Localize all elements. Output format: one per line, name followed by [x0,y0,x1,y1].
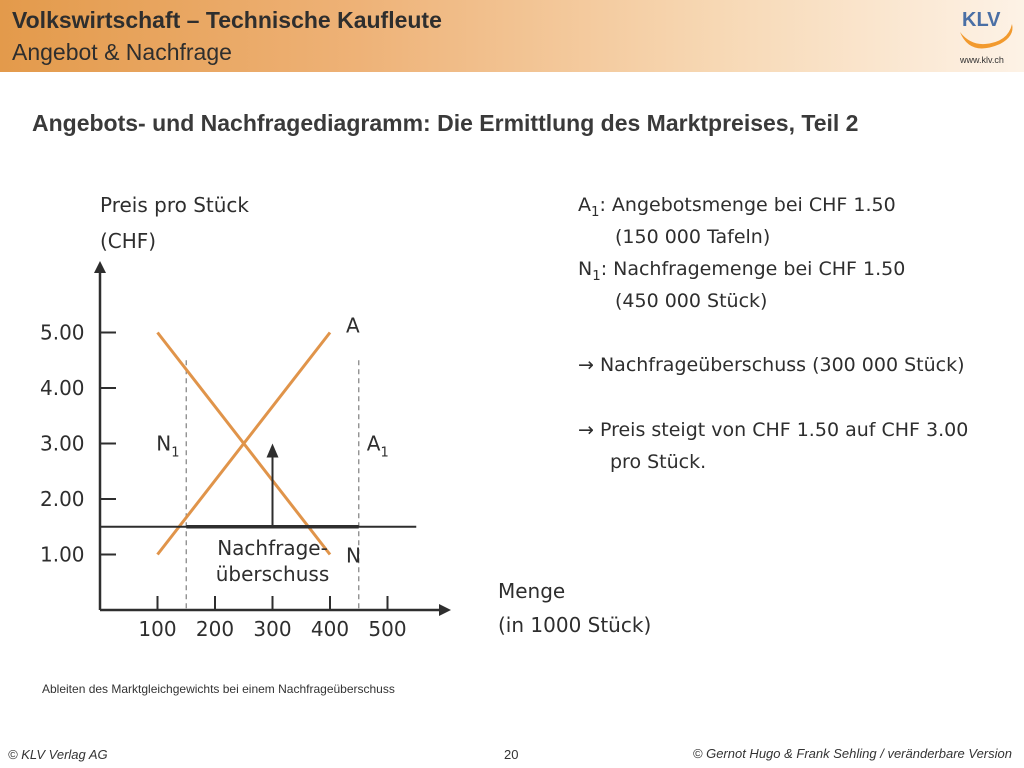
logo-url: www.klv.ch [960,55,1004,65]
series-label-N: N [346,543,361,568]
note-excess: → Nachfrageüberschuss (300 000 Stück) [578,354,965,376]
logo-text: KLV [962,9,1001,31]
x-axis-label: Menge [498,579,566,603]
annotation-line-2: überschuss [215,561,330,586]
note-n1-detail: (450 000 Stück) [615,290,768,312]
footer-copyright: © KLV Verlag AG [8,747,108,762]
page-number: 20 [504,747,519,762]
y-tick-label-3.00: 3.00 [40,431,85,456]
x-tick-label-500: 500 [368,617,407,641]
x-axis-unit: (in 1000 Stück) [498,613,652,637]
x-axis-arrow [439,604,451,616]
slide-title: Angebots- und Nachfragediagramm: Die Ermittlung des Marktpreises, Teil 2 [32,110,859,136]
course-subtitle: Angebot & Nachfrage [12,39,232,65]
y-tick-label-4.00: 4.00 [40,376,85,400]
x-tick-label-100: 100 [138,617,177,641]
y-axis-label: Preis pro Stück [100,193,249,217]
note-a1: $A_1$: Angebotsmenge bei CHF 1.50 [578,194,896,220]
annotation-line-1: Nachfrage- [217,535,328,560]
price-arrow-head [267,444,279,458]
x-tick-label-300: 300 [253,617,292,641]
y-axis-arrow [94,261,106,273]
footer-authors: © Gernot Hugo & Frank Sehling / veränderbare Version [692,746,1012,761]
figure-caption: Ableiten des Marktgleichgewichts bei einem Nachfrageüberschuss [42,682,395,696]
note-n1: $N_1$: Nachfragemenge bei CHF 1.50 [578,258,906,284]
marker-label-N: $N_1$ [156,431,180,461]
note-a1-detail: (150 000 Tafeln) [615,226,771,248]
note-price-rise-2: pro Stück. [610,451,707,473]
y-tick-label-5.00: 5.00 [40,320,85,345]
y-tick-label-1.00: 1.00 [40,542,85,567]
note-price-rise: → Preis steigt von CHF 1.50 auf CHF 3.00 [578,419,969,441]
x-tick-label-200: 200 [195,617,235,641]
course-title: Volkswirtschaft – Technische Kaufleute [12,7,442,33]
supply-demand-chart [20,180,660,650]
x-tick-label-400: 400 [310,617,350,641]
header-bar [0,0,1024,72]
y-axis-unit: (CHF) [100,229,157,253]
series-label-A: A [346,313,360,338]
marker-label-A: $A_1$ [366,431,389,461]
y-tick-label-2.00: 2.00 [40,487,85,511]
